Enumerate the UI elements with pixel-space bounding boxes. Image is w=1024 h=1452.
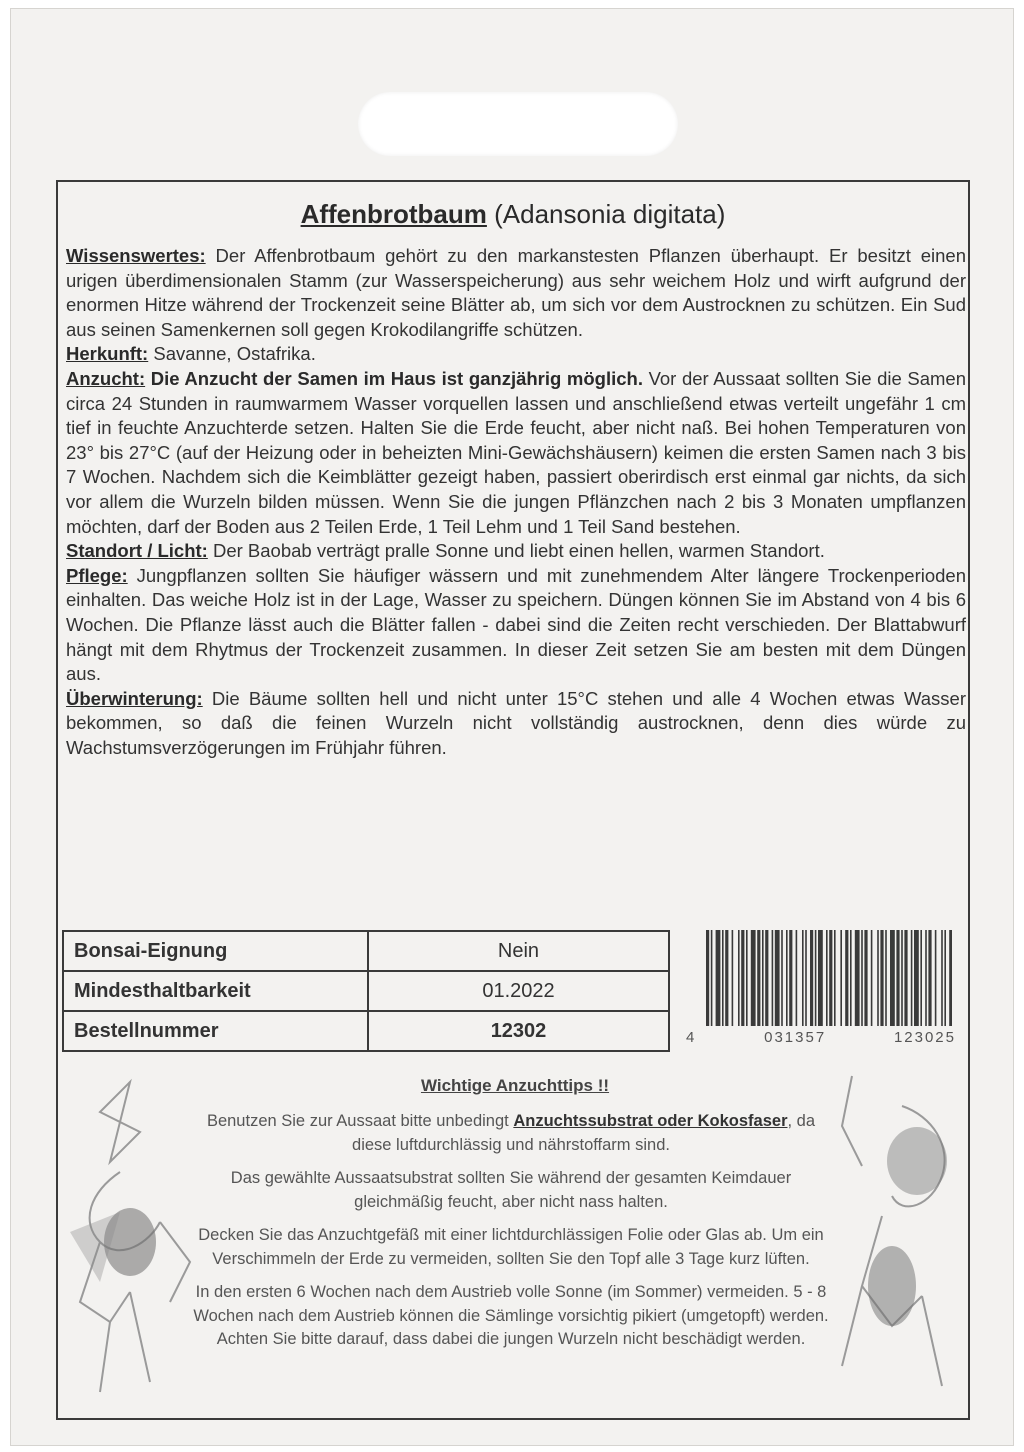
barcode-bar (757, 930, 760, 1026)
row-label: Mindesthaltbarkeit (63, 971, 368, 1011)
table-row (63, 971, 669, 1011)
barcode-bar (871, 930, 873, 1026)
barcode-bar (885, 930, 887, 1026)
barcode-bar (914, 930, 919, 1026)
barcode-bar (925, 930, 927, 1026)
barcode-bar (762, 930, 764, 1026)
section-ueberwinterung (66, 687, 966, 761)
barcode-bar (711, 930, 713, 1026)
section-text: Savanne, Ostafrika. (148, 343, 316, 365)
barcode-bar (818, 930, 823, 1026)
tip-paragraph: In den ersten 6 Wochen nach dem Austrieb volle Sonne (im Sommer) vermeiden. 5 - 8 Wochen nach dem Austrieb können die Sämlinge vorsichtig pikiert (umgetopft) werden. Achten Sie bitte darauf, dass dabei die jungen Wurzeln nicht beschädigt werden. (193, 1283, 829, 1348)
section-heading: Pflege: (66, 564, 128, 586)
barcode-bar (751, 930, 756, 1026)
barcode-bar (722, 930, 724, 1026)
section-text: Jungpflanzen sollten Sie häufiger wässern und mit zunehmendem Alter längere Trockenperioden einhalten. Das weiche Holz ist in der Lage, Wasser zu speichern. Düngen können Sie im Abstand von 4 bis 6 Wochen. Die Pflanze lässt auch die Blätter fallen - dabei sind die Zeiten recht verschieden. Der Blattabwurf hängt mit dem Rhytmus der Trockenzeit zusammen. In dieser Zeit setzen Sie am besten mit dem Düngen aus. (66, 564, 966, 685)
barcode-bar (935, 930, 937, 1026)
barcode-digits (686, 1029, 956, 1046)
dancer-illustration-right (822, 1066, 968, 1416)
barcode-bar (861, 930, 863, 1026)
barcode-bar (772, 930, 774, 1026)
barcode-bar (855, 930, 860, 1026)
table-row (63, 931, 669, 971)
barcode-digit-prefix: 4 (686, 1029, 697, 1046)
section-text: Der Affenbrotbaum gehört zu den markanstesten Pflanzen überhaupt. Er besitzt einen urigen überdimensionalen Stamm (zur Wasserspeicherung) aus sehr weichem Holz und wirft aufgrund der enormen Hitze während der Trockenzeit seine Blätter ab, um sich vor dem Austrocknen zu schützen. Ein Sud aus seinen Samenkernen soll gegen Krokodilangriffe schützen. (66, 245, 966, 340)
hang-hole (358, 92, 678, 156)
barcode-bar (840, 930, 842, 1026)
plant-title (56, 196, 970, 232)
barcode-digits-right: 123025 (893, 1029, 956, 1046)
tip-paragraph (186, 1110, 836, 1157)
section-wissenswertes (66, 244, 966, 342)
barcode-bar (802, 930, 804, 1026)
section-standort (66, 539, 966, 564)
barcode-bar (826, 930, 828, 1026)
barcode-bar (944, 930, 946, 1026)
barcode-digits-left: 031357 (764, 1029, 827, 1046)
barcode-bar (896, 930, 899, 1026)
row-label: Bonsai-Eignung (63, 931, 368, 971)
description (66, 244, 966, 760)
barcode-bar (786, 930, 788, 1026)
section-text: Vor der Aussaat sollten Sie die Samen circa 24 Stunden in raumwarmem Wasser vorquellen lassen und anschließend etwas verteilt ungefähr 1 cm tief in feuchte Anzuchterde setzen. Halten Sie die Erde feucht, aber nicht naß. Bei hohen Temperaturen von 23° bis 27°C (auf der Heizung oder in beheizten Mini-Gewächshäusern) keimen die ersten Samen nach 3 bis 7 Wochen. Nachdem sich die Keimblätter gezeigt haben, passiert oberirdisch erst einmal gar nichts, da sich vor allem die Wurzeln bilden müssen. Wenn Sie die jungen Pflänzchen nach 2 bis 3 Monaten umpflanzen möchten, darf der Boden aus 2 Teilen Erde, 1 Teil Lehm und 1 Teil Sand bestehen. (66, 367, 966, 537)
barcode-bar (890, 930, 895, 1026)
section-text: Der Baobab verträgt pralle Sonne und liebt einen hellen, warmen Standort. (207, 540, 825, 562)
section-anzucht (66, 367, 966, 539)
barcode-bar (834, 930, 836, 1026)
section-text: Die Bäume sollten hell und nicht unter 15°C stehen und alle 4 Wochen etwas Wasser bekommen, so daß die feinen Wurzeln nicht vollständig austrocknen, denn dies würde zu Wachstumsverzögerungen im Frühjahr führen. (66, 687, 966, 758)
barcode-bar (904, 930, 907, 1026)
barcode-bar (765, 930, 768, 1026)
barcode-bar (796, 930, 798, 1026)
section-heading: Anzucht: (66, 367, 146, 389)
barcode-bar (829, 930, 832, 1026)
barcode-bar (732, 930, 734, 1026)
barcode-bar (789, 930, 792, 1026)
barcode-bar (920, 930, 922, 1026)
barcode-bar (901, 930, 903, 1026)
barcode-bar (850, 930, 852, 1026)
barcode-bar (775, 930, 780, 1026)
barcode-bar (716, 930, 721, 1026)
row-value: 12302 (368, 1011, 669, 1051)
row-value: Nein (368, 931, 669, 971)
barcode-bar (746, 930, 748, 1026)
section-heading: Standort / Licht: (66, 540, 208, 562)
plant-name: Affenbrotbaum (300, 199, 487, 229)
table-row (63, 1011, 669, 1051)
dancer-illustration-left (60, 1072, 210, 1412)
barcode-bar (949, 930, 952, 1026)
barcode-bar (805, 930, 807, 1026)
tip-paragraph: Decken Sie das Anzuchtgefäß mit einer lichtdurchlässigen Folie oder Glas ab. Um ein Verschimmeln der Erde zu vermeiden, sollten Sie den Topf alle 3 Tage kurz lüften. (198, 1226, 824, 1268)
barcode-bar (911, 930, 913, 1026)
tips-text (186, 1110, 836, 1362)
section-emphasis: Die Anzucht der Samen im Haus ist ganzjährig möglich. (145, 367, 643, 389)
section-herkunft (66, 342, 966, 367)
section-heading: Überwinterung: (66, 687, 203, 709)
barcode-bar (725, 930, 728, 1026)
barcode-bar (815, 930, 817, 1026)
section-heading: Wissenswertes: (66, 245, 206, 266)
row-value: 01.2022 (368, 971, 669, 1011)
plant-latin-name: (Adansonia digitata) (494, 199, 726, 229)
barcode-bar (864, 930, 867, 1026)
barcode-bar (941, 930, 943, 1026)
tip-paragraph: Das gewählte Aussaatsubstrat sollten Sie während der gesamten Keimdauer gleichmäßig feucht, aber nicht nass halten. (230, 1169, 792, 1211)
tip-highlight: Anzuchtssubstrat oder Kokosfaser (513, 1112, 788, 1130)
barcode-bar (781, 930, 783, 1026)
tip-text: , da diese luftdurchlässig und nährstoffarm sind. (352, 1112, 816, 1154)
barcode-bar (810, 930, 813, 1026)
barcode-bar (845, 930, 848, 1026)
section-pflege (66, 564, 966, 687)
row-label: Bestellnummer (63, 1011, 368, 1051)
tips-title: Wichtige Anzuchttips !! (420, 1076, 610, 1095)
section-heading: Herkunft: (66, 343, 149, 365)
barcode-bar (928, 930, 931, 1026)
barcode-bar (706, 930, 709, 1026)
barcode-bar (741, 930, 744, 1026)
barcode-bar (880, 930, 883, 1026)
barcode-bar (738, 930, 740, 1026)
tip-text: Benutzen Sie zur Aussaat bitte unbedingt (206, 1112, 514, 1130)
info-table (62, 930, 670, 1052)
barcode-bar (877, 930, 879, 1026)
barcode (706, 930, 952, 1026)
